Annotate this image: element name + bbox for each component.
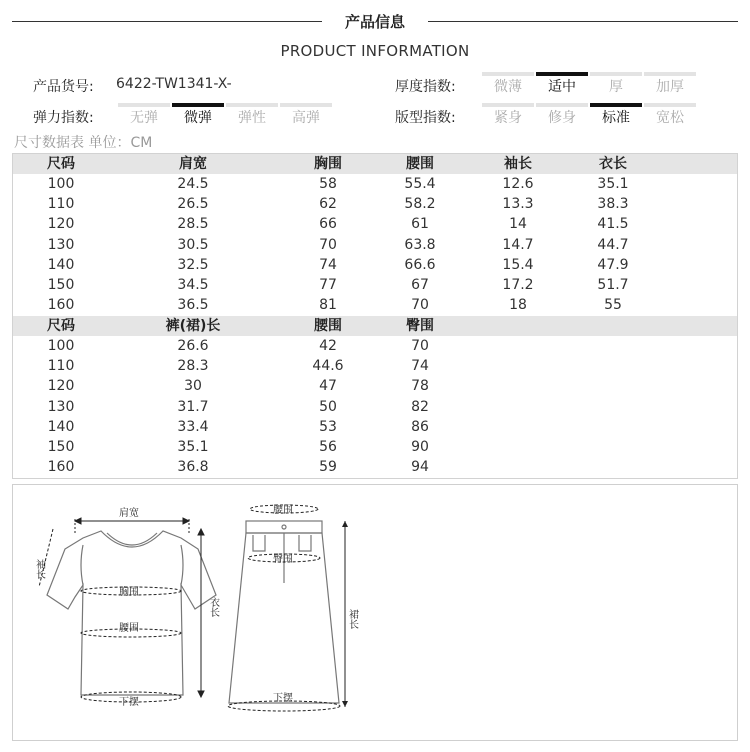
table-cell: 30 xyxy=(184,378,202,395)
table-cell: 110 xyxy=(47,358,75,375)
label-waist: 腰围 xyxy=(119,623,139,634)
header-cell: 尺码 xyxy=(47,318,75,334)
header-cell: 臀围 xyxy=(406,318,434,334)
table-cell: 30.5 xyxy=(177,236,209,253)
table-cell: 70 xyxy=(411,297,429,314)
thickness-label: 厚度指数: xyxy=(395,79,456,95)
table-cell: 35.1 xyxy=(597,176,629,192)
table-row xyxy=(13,376,737,396)
table-header-row xyxy=(13,316,737,336)
table-cell: 100 xyxy=(47,176,75,192)
table-cell: 63.8 xyxy=(404,236,436,253)
table-cell: 100 xyxy=(47,338,75,354)
table-cell: 15.4 xyxy=(502,256,534,273)
header-cell: 肩宽 xyxy=(179,156,207,172)
table-cell: 38.3 xyxy=(597,196,629,213)
label-skirt-waist: 腰围 xyxy=(273,505,293,516)
table-cell: 18 xyxy=(509,297,527,314)
table-row xyxy=(13,295,737,315)
tshirt-outline xyxy=(47,531,216,695)
skirt-pocket-right xyxy=(299,535,311,551)
skirt-figure xyxy=(229,521,339,703)
table-row xyxy=(13,255,737,275)
item-no-value: 6422-TW1341-X- xyxy=(116,76,232,92)
thickness-option: 适中 xyxy=(536,72,588,98)
table-cell: 66 xyxy=(319,216,337,233)
label-skirt-hip: 臀围 xyxy=(273,554,293,565)
table-cell: 160 xyxy=(47,297,75,314)
fit-option: 修身 xyxy=(536,103,588,129)
table-cell: 44.6 xyxy=(312,358,344,375)
table-cell: 120 xyxy=(47,216,75,233)
skirt-pocket-left xyxy=(253,535,265,551)
table-cell: 150 xyxy=(47,277,75,293)
measurement-svg xyxy=(13,485,737,740)
table-cell: 44.7 xyxy=(597,236,629,253)
header-cell: 衣长 xyxy=(599,156,627,172)
table-cell: 120 xyxy=(47,378,75,395)
section-subtitle: PRODUCT INFORMATION xyxy=(280,42,470,60)
table-row xyxy=(13,194,737,214)
header-cell: 腰围 xyxy=(314,318,342,334)
table-cell: 67 xyxy=(411,277,429,293)
table-cell: 55.4 xyxy=(404,176,436,192)
table-cell: 28.3 xyxy=(177,358,209,375)
table-cell: 86 xyxy=(411,418,429,435)
tshirt-figure xyxy=(47,531,216,695)
table-cell: 41.5 xyxy=(597,216,629,233)
table-cell: 26.5 xyxy=(177,196,209,213)
elastic-option: 微弹 xyxy=(172,103,224,129)
table-cell: 66.6 xyxy=(404,256,436,273)
table-row xyxy=(13,437,737,457)
table-cell: 14 xyxy=(509,216,527,233)
elastic-option: 弹性 xyxy=(226,103,278,129)
unit-caption: 尺寸数据表 单位：CM xyxy=(14,135,153,151)
table-cell: 74 xyxy=(411,358,429,375)
table-cell: 90 xyxy=(411,439,429,455)
elastic-option: 高弹 xyxy=(280,103,332,129)
thickness-option: 微薄 xyxy=(482,72,534,98)
table-cell: 58.2 xyxy=(404,196,436,213)
table-cell: 36.5 xyxy=(177,297,209,314)
label-sleeve: 袖长 xyxy=(33,559,45,579)
table-row xyxy=(13,356,737,376)
label-skirt-hem: 下摆 xyxy=(273,693,293,704)
table-cell: 81 xyxy=(319,297,337,314)
measurement-diagram xyxy=(12,484,738,741)
elastic-label: 弹力指数: xyxy=(33,110,94,126)
table-cell: 13.3 xyxy=(502,196,534,213)
table-cell: 110 xyxy=(47,196,75,213)
table-cell: 34.5 xyxy=(177,277,209,293)
table-cell: 47.9 xyxy=(597,256,629,273)
label-shoulder: 肩宽 xyxy=(119,508,139,519)
table-cell: 140 xyxy=(47,256,75,273)
header-cell: 裤(裙)长 xyxy=(165,318,221,334)
skirt-button xyxy=(282,525,286,529)
table-cell: 35.1 xyxy=(177,439,209,455)
elastic-option: 无弹 xyxy=(118,103,170,129)
table-cell: 130 xyxy=(47,398,75,415)
section-title: 产品信息 xyxy=(344,13,405,31)
tshirt-collar xyxy=(107,533,157,545)
label-chest: 胸围 xyxy=(119,587,139,598)
table-row xyxy=(13,174,737,194)
table-cell: 26.6 xyxy=(177,338,209,354)
table-row xyxy=(13,417,737,437)
header-cell: 尺码 xyxy=(47,156,75,172)
table-cell: 55 xyxy=(604,297,622,314)
table-cell: 77 xyxy=(319,277,337,293)
table-cell: 31.7 xyxy=(177,398,209,415)
table-row xyxy=(13,275,737,295)
table-cell: 82 xyxy=(411,398,429,415)
table-header-row xyxy=(13,154,737,174)
table-row xyxy=(13,214,737,234)
table-cell: 24.5 xyxy=(177,176,209,192)
table-row xyxy=(13,235,737,255)
thickness-option: 加厚 xyxy=(644,72,696,98)
table-cell: 59 xyxy=(319,459,337,476)
fit-option: 标准 xyxy=(590,103,642,129)
thickness-option: 厚 xyxy=(590,72,642,98)
table-cell: 61 xyxy=(411,216,429,233)
table-cell: 160 xyxy=(47,459,75,476)
table-cell: 78 xyxy=(411,378,429,395)
table-cell: 94 xyxy=(411,459,429,476)
fit-label: 版型指数: xyxy=(395,110,456,126)
table-cell: 42 xyxy=(319,338,337,354)
table-cell: 28.5 xyxy=(177,216,209,233)
skirt-waistband xyxy=(246,521,322,533)
table-cell: 150 xyxy=(47,439,75,455)
table-cell: 51.7 xyxy=(597,277,629,293)
label-length: 衣长 xyxy=(207,597,219,617)
table-cell: 50 xyxy=(319,398,337,415)
header-cell: 袖长 xyxy=(504,156,532,172)
size-table xyxy=(12,153,738,479)
table-cell: 14.7 xyxy=(502,236,534,253)
fit-option: 紧身 xyxy=(482,103,534,129)
table-cell: 36.8 xyxy=(177,459,209,476)
tshirt-left-seam xyxy=(81,545,83,585)
tshirt-dashed-rings xyxy=(81,587,181,702)
item-no-label: 产品货号: xyxy=(33,79,94,95)
table-cell: 70 xyxy=(411,338,429,354)
table-cell: 70 xyxy=(319,236,337,253)
table-cell: 12.6 xyxy=(502,176,534,192)
label-skirt-length: 裙长 xyxy=(346,609,358,629)
table-cell: 58 xyxy=(319,176,337,192)
table-cell: 140 xyxy=(47,418,75,435)
label-hem: 下摆 xyxy=(119,697,139,708)
table-cell: 130 xyxy=(47,236,75,253)
header-cell: 腰围 xyxy=(406,156,434,172)
table-cell: 62 xyxy=(319,196,337,213)
header-cell: 胸围 xyxy=(314,156,342,172)
table-cell: 33.4 xyxy=(177,418,209,435)
table-cell: 56 xyxy=(319,439,337,455)
table-cell: 47 xyxy=(319,378,337,395)
tshirt-right-seam xyxy=(181,545,183,585)
table-cell: 53 xyxy=(319,418,337,435)
table-cell: 32.5 xyxy=(177,256,209,273)
fit-option: 宽松 xyxy=(644,103,696,129)
table-row xyxy=(13,397,737,417)
table-row xyxy=(13,457,737,477)
table-cell: 17.2 xyxy=(502,277,534,293)
table-row xyxy=(13,336,737,356)
table-cell: 74 xyxy=(319,256,337,273)
